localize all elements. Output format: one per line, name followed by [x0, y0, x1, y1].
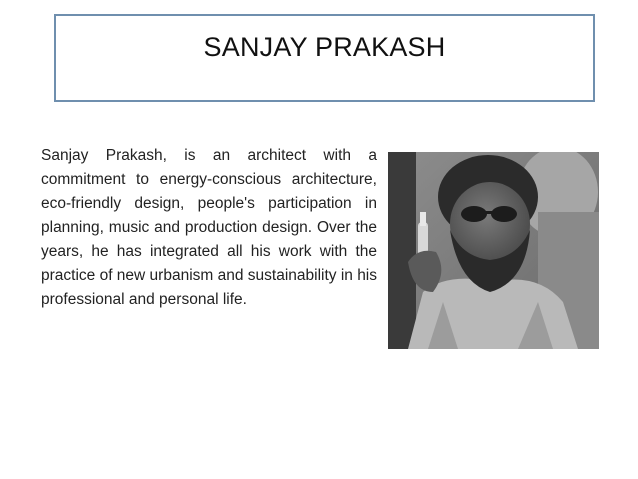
portrait-image	[388, 152, 599, 349]
slide-body-text: Sanjay Prakash, is an architect with a commitment to energy-conscious architecture, eco-friendly design, people's participation in planning, music and production design. Over the years, he has integrated all his work with the practice of new urbanism and sustainability in his professional and personal life.	[41, 147, 378, 308]
portrait-photo	[388, 152, 599, 349]
title-box	[54, 14, 595, 102]
slide-title: SANJAY PRAKASH	[203, 32, 446, 62]
